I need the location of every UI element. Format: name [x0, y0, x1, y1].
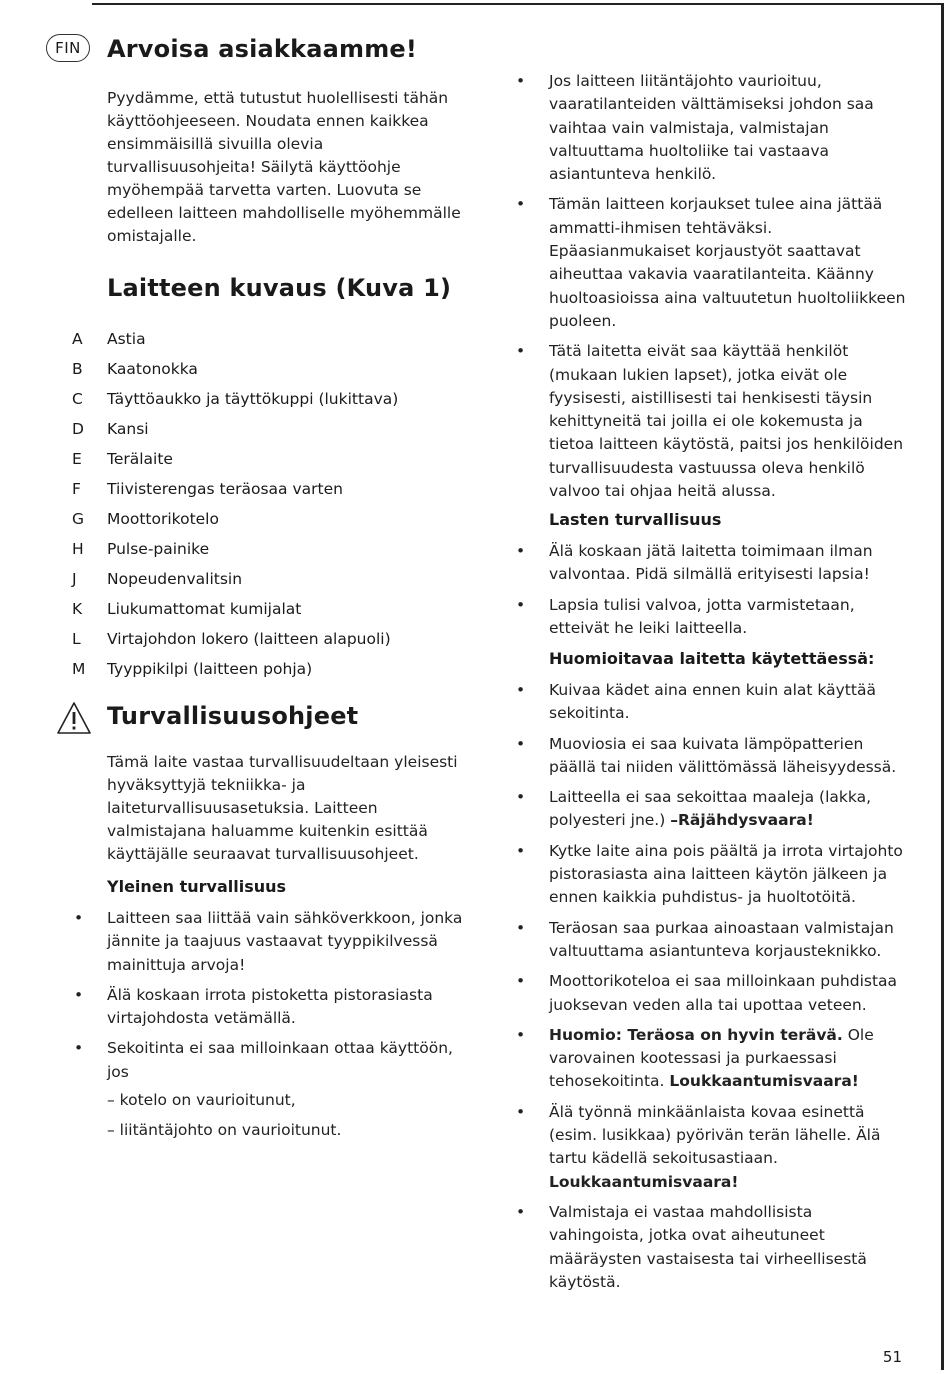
bullet-icon: •	[74, 909, 84, 927]
bullet-text: Lapsia tulisi valvoa, jotta varmistetaan, etteivät he leiki laitteella.	[549, 595, 855, 637]
bullet-text: Älä koskaan irrota pistoketta pistorasiasta virtajohdosta vetämällä.	[107, 985, 433, 1028]
page-number: 51	[882, 1348, 902, 1366]
part-name: Pulse-painike	[107, 540, 210, 558]
bullet-text: Sekoitinta ei saa milloinkaan ottaa käyttöön, jos	[107, 1039, 453, 1081]
bullet-icon: •	[74, 1039, 84, 1058]
parts-list-item	[72, 654, 472, 684]
list-item	[516, 193, 908, 333]
child-safety-list	[516, 540, 908, 647]
parts-list	[72, 324, 472, 684]
list-item	[516, 594, 908, 641]
list-item	[516, 70, 908, 186]
warning-triangle-icon	[56, 701, 92, 735]
parts-list-item	[72, 414, 472, 444]
bullet-text: Valmistaja ei vastaa mahdollisista vahingoista, jotka ovat aiheutuneet määräysten vastaisesta tai virheellisestä käytöstä.	[549, 1202, 867, 1291]
parts-list-item	[72, 474, 472, 504]
part-letter: G	[72, 510, 85, 528]
bullet-text: Älä työnnä minkäänlaista kovaa esinettä (esim. lusikkaa) pyörivän terän lähelle. Älä tartu kädellä sekoitusastiaan.	[549, 1102, 881, 1168]
sub-item: – kotelo on vaurioitunut,	[107, 1091, 296, 1109]
injury-warning: Loukkaantumisvaara!	[549, 1172, 739, 1191]
safety-intro: Tämä laite vastaa turvallisuudeltaan yleisesti hyväksyttyjä tekniikka- ja laiteturvallisuusasetuksia. Laitteen valmistajana haluamme kuitenkin esittää käyttäjälle seuraavat turvallisuusohjeet.	[107, 753, 458, 863]
bullet-text: Kytke laite aina pois päältä ja irrota virtajohto pistorasiasta aina laitteen käytön jälkeen ja ennen kaikkia puhdistus- ja huoltotöitä.	[549, 841, 903, 907]
part-name: Nopeudenvalitsin	[107, 570, 243, 588]
parts-list-item	[72, 384, 472, 414]
parts-list-item	[72, 354, 472, 384]
parts-list-item	[72, 564, 472, 594]
child-safety-subheading: Lasten turvallisuus	[549, 510, 722, 529]
list-item	[516, 733, 908, 780]
part-letter: E	[72, 450, 82, 468]
parts-list-item	[72, 444, 472, 474]
list-item	[516, 540, 908, 587]
page-frame-top	[92, 3, 942, 5]
part-name: Täyttöaukko ja täyttökuppi (lukittava)	[107, 390, 399, 408]
welcome-heading: Arvoisa asiakkaamme!	[107, 35, 418, 63]
list-item	[516, 1101, 908, 1194]
welcome-body: Pyydämme, että tutustut huolellisesti tähän käyttöohjeeseen. Noudata ennen kaikkea ensimmäisillä sivuilla olevia turvallisuusohjeita! Säilytä käyttöohje myöhempää tarvetta varten. Luovuta se edelleen laitteen mahdolliselle myöhemmälle omistajalle.	[107, 89, 461, 245]
right-safety-list	[516, 70, 908, 510]
list-item	[74, 1037, 464, 1084]
parts-list-item	[72, 624, 472, 654]
bullet-icon: •	[516, 972, 526, 991]
part-name: Kansi	[107, 420, 149, 438]
part-name: Terälaite	[107, 450, 173, 468]
bullet-text: Moottorikoteloa ei saa milloinkaan puhdistaa juoksevan veden alla tai upottaa veteen.	[549, 972, 898, 1014]
bullet-icon: •	[516, 1102, 526, 1121]
general-safety-subheading: Yleinen turvallisuus	[107, 877, 287, 896]
bullet-icon: •	[516, 342, 526, 361]
list-item	[516, 1024, 908, 1094]
bullet-text: Kuivaa kädet aina ennen kuin alat käyttää sekoitinta.	[549, 681, 876, 723]
parts-list-item	[72, 534, 472, 564]
injury-warning: Loukkaantumisvaara!	[669, 1072, 859, 1091]
list-item	[516, 679, 908, 726]
part-name: Liukumattomat kumijalat	[107, 600, 302, 618]
bullet-icon: •	[516, 734, 526, 753]
bullet-icon: •	[516, 542, 526, 560]
bullet-icon: •	[516, 1025, 526, 1044]
blade-warning: Huomio: Teräosa on hyvin terävä.	[549, 1025, 843, 1044]
sub-item: – liitäntäjohto on vaurioitunut.	[107, 1121, 342, 1139]
description-heading: Laitteen kuvaus (Kuva 1)	[107, 274, 452, 302]
list-item	[516, 970, 908, 1017]
bullet-icon: •	[516, 595, 526, 614]
usage-list	[516, 679, 908, 1301]
bullet-icon: •	[74, 985, 84, 1004]
bullet-text: Tämän laitteen korjaukset tulee aina jättää ammatti-ihmisen tehtäväksi. Epäasianmukaiset korjaustyöt saattavat aiheuttaa vakavia vaaratilanteita. Käänny huoltoasioissa aina valtuutetun huoltoliikkeen puoleen.	[549, 195, 906, 330]
part-letter: F	[72, 480, 81, 498]
part-name: Tiivisterengas teräosaa varten	[107, 480, 343, 498]
part-name: Astia	[107, 330, 146, 348]
part-letter: C	[72, 390, 83, 408]
part-name: Kaatonokka	[107, 360, 198, 378]
safety-heading: Turvallisuusohjeet	[107, 702, 359, 730]
part-letter: A	[72, 330, 83, 348]
part-letter: D	[72, 420, 84, 438]
part-letter: K	[72, 600, 83, 618]
bullet-text: Teräosan saa purkaa ainoastaan valmistajan valtuuttama asiantunteva korjausteknikko.	[549, 918, 894, 960]
explosion-warning: –Räjähdysvaara!	[670, 811, 814, 830]
parts-list-item	[72, 324, 472, 354]
bullet-text: Laitteen saa liittää vain sähköverkkoon, jonka jännite ja taajuus vastaavat tyyppikilvessä mainittuja arvoja!	[107, 909, 463, 974]
bullet-text: Jos laitteen liitäntäjohto vaurioituu, vaaratilanteiden välttämiseksi johdon saa vaihtaa vain valmistaja, valmistajan valtuuttama huoltoliike tai vastaava asiantunteva henkilö.	[549, 72, 874, 184]
list-item	[516, 340, 908, 503]
list-item	[516, 840, 908, 910]
bullet-text: Älä koskaan jätä laitetta toimimaan ilman valvontaa. Pidä silmällä erityisesti lapsia!	[549, 542, 873, 584]
part-letter: M	[72, 660, 86, 678]
part-name: Virtajohdon lokero (laitteen alapuoli)	[107, 630, 391, 648]
parts-list-item	[72, 594, 472, 624]
page-frame-right	[941, 3, 944, 1370]
bullet-icon: •	[516, 788, 526, 807]
usage-subheading: Huomioitavaa laitetta käytettäessä:	[549, 649, 875, 668]
bullet-icon: •	[516, 918, 526, 937]
bullet-text: Ole varovainen kootessasi ja purkaessasi tehosekoitinta.	[549, 1025, 874, 1091]
list-item	[74, 984, 464, 1031]
bullet-icon: •	[516, 72, 526, 90]
part-name: Tyyppikilpi (laitteen pohja)	[107, 660, 313, 678]
list-item	[74, 907, 464, 977]
language-badge: FIN	[46, 34, 90, 62]
part-letter: H	[72, 540, 84, 558]
general-safety-list	[74, 907, 464, 1091]
list-item	[516, 786, 908, 833]
bullet-icon: •	[516, 195, 526, 214]
bullet-icon: •	[516, 681, 526, 699]
list-item	[516, 917, 908, 964]
bullet-icon: •	[516, 1202, 526, 1221]
part-name: Moottorikotelo	[107, 510, 219, 528]
part-letter: J	[72, 570, 77, 588]
bullet-text: Tätä laitetta eivät saa käyttää henkilöt (mukaan lukien lapset), jotka eivät ole fyysisesti, aistillisesti tai henkisesti täysin kehittyneitä tai joilla ei ole kokemusta ja tietoa laitteen käytöstä, paitsi jos henkilöiden turvallisuudesta vastuussa oleva henkilö valvoo tai ohjaa heitä alussa.	[549, 342, 904, 501]
bullet-text: Laitteella ei saa sekoittaa maaleja (lakka, polyesteri jne.)	[549, 788, 872, 830]
parts-list-item	[72, 504, 472, 534]
part-letter: B	[72, 360, 83, 378]
part-letter: L	[72, 630, 81, 648]
bullet-text: Muoviosia ei saa kuivata lämpöpatterien päällä tai niiden välittömässä läheisyydessä.	[549, 734, 897, 776]
bullet-icon: •	[516, 841, 526, 860]
list-item	[516, 1201, 908, 1294]
